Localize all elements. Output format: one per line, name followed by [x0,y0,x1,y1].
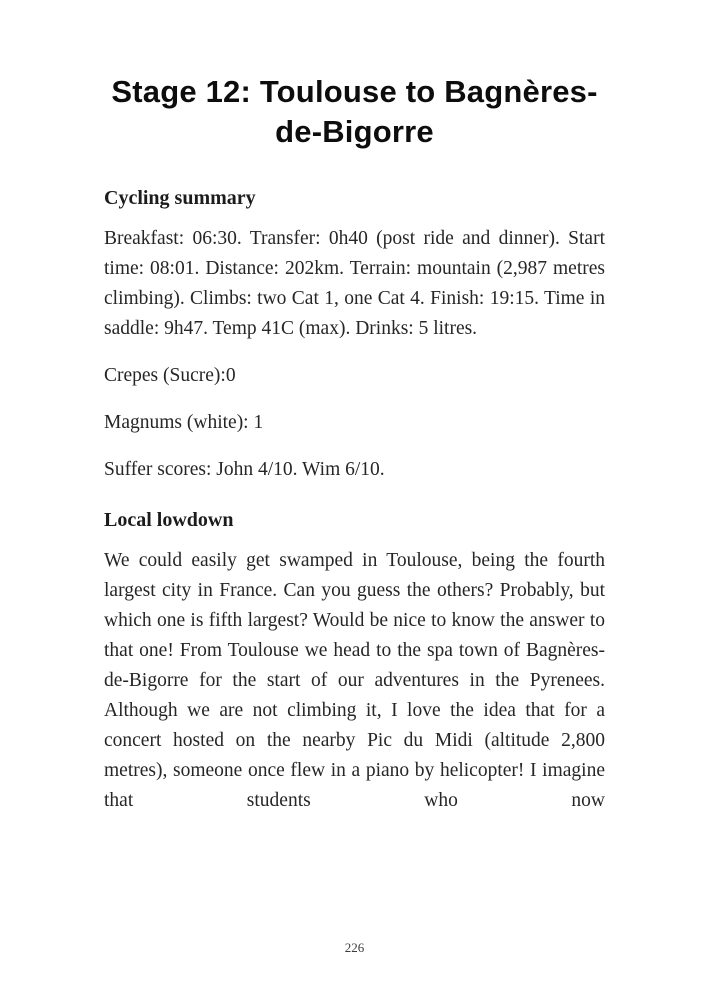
cycling-summary-paragraph: Breakfast: 06:30. Transfer: 0h40 (post ride and dinner). Start time: 08:01. Distance: 202km. Terrain: mountain (2,987 metres climbing). Climbs: two Cat 1, one Cat 4. Finish: 19:15. Time in saddle: 9h47. Temp 41C (max). Drinks: 5 litres. [104,227,605,339]
cycling-summary-heading: Cycling summary [104,186,256,209]
local-lowdown-paragraph: We could easily get swamped in Toulouse, being the fourth largest city in France. Can you guess the others? Probably, but which one is fifth largest? Would be nice to know the answer to that one! From Toulouse we head to the spa town of Bagnères-de-Bigorre for the start of our adventures in the Pyrenees. Although we are not climbing it, I love the idea that for a concert hosted on the nearby Pic du Midi (altitude 2,800 metres), someone once flew in a piano by helicopter! I imagine that students who now [104,549,605,811]
magnums-line: Magnums (white): 1 [104,411,264,433]
section-local-lowdown [104,509,605,816]
local-lowdown-heading: Local lowdown [104,508,234,531]
page-title: Stage 12: Toulouse to Bagnères-de-Bigorre [111,74,598,150]
section-cycling-summary [104,187,605,485]
crepes-line: Crepes (Sucre):0 [104,364,236,386]
page-number: 226 [344,940,365,955]
suffer-scores-line: Suffer scores: John 4/10. Wim 6/10. [104,458,385,480]
